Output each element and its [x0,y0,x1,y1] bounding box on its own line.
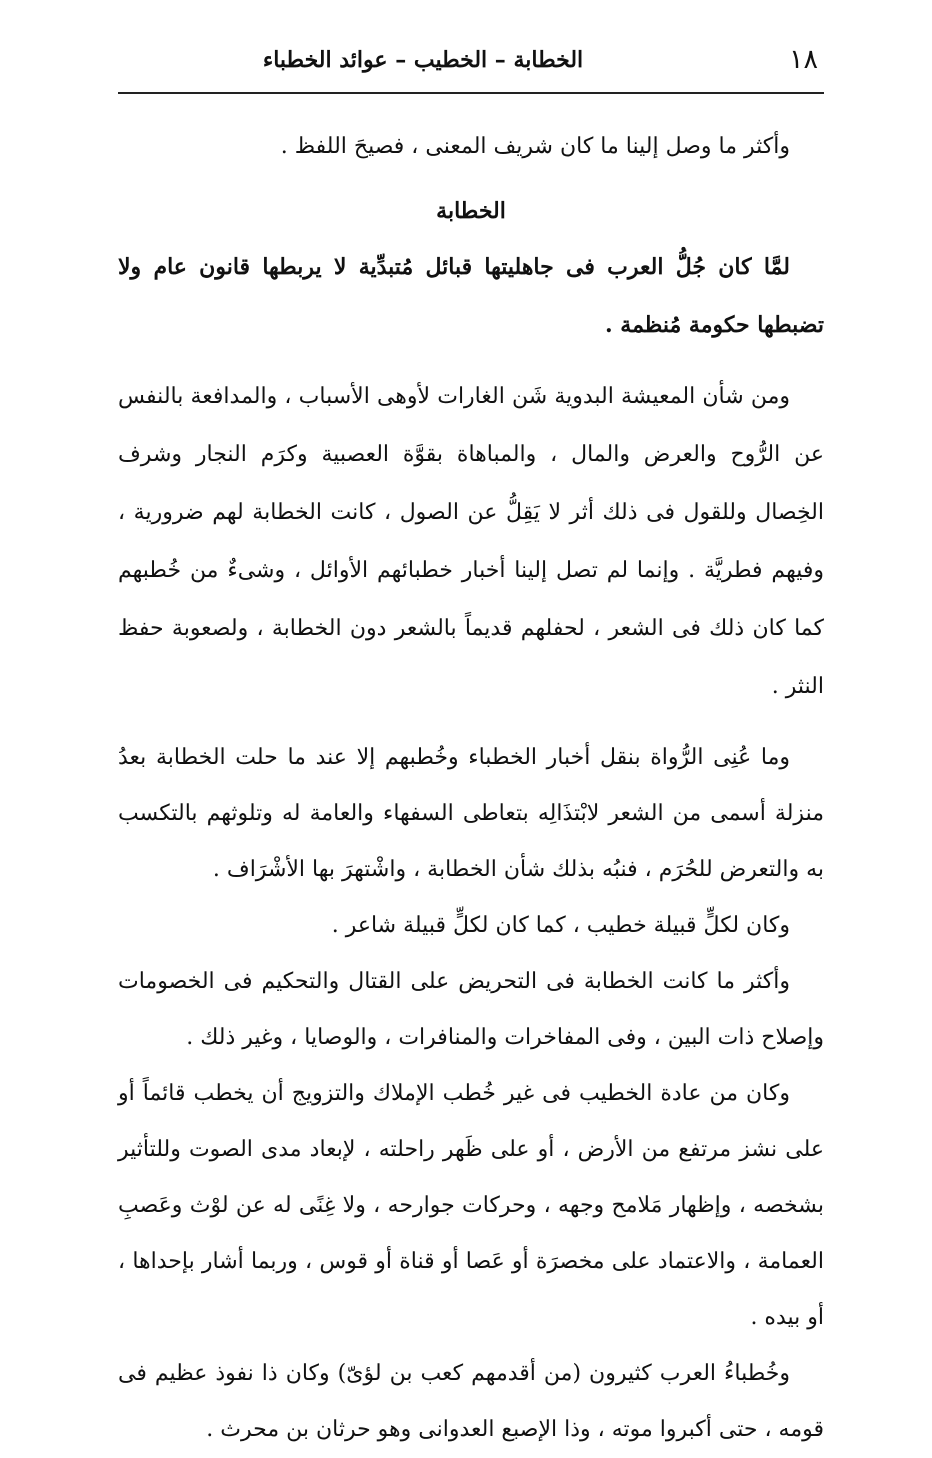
paragraph-7: وخُطباءُ العرب كثيرون (من أقدمهم كعب بن لؤىّ) وكان ذا نفوذ عظيم فى قومه ، حتى أكبروا موته ، وذا الإصبع العدوانى وهو حرثان بن محرث . [118,1361,824,1442]
paragraph-5: وأكثر ما كانت الخطابة فى التحريض على القتال والتحكيم فى الخصومات وإصلاح ذات البين ، وفى المفاخرات والمنافرات ، والوصايا ، وغير ذلك . [118,969,824,1050]
paragraph-1: لمَّا كان جُلُّ العرب فى جاهليتها قبائل مُتبدِّية لا يربطها قانون عام ولا تضبطها حكومة مُنظمة . [118,254,824,338]
running-title: الخطابة – الخطيب – عوائد الخطباء [262,47,584,73]
page-header [118,40,818,80]
intro-paragraph: وأكثر ما وصل إلينا ما كان شريف المعنى ، فصيحَ اللفظ . [280,134,790,159]
page-number: ١٨ [788,44,818,75]
paragraph-3: وما عُنِى الرُّواة بنقل أخبار الخطباء وخُطبهم إلا عند ما حلت الخطابة بعدُ منزلة أسمى من الشعر لابْتذَالِه بتعاطى السفهاء والعامة له وتلوثهم بالتكسب به والتعرض للحُرَم ، فنبُه بذلك شأن الخطابة ، واشْتهرَ بها الأشْرَاف . [118,745,824,882]
paragraph-4: وكان لكلٍّ قبيلة خطيب ، كما كان لكلٍّ قبيلة شاعر . [331,913,790,938]
section-title: الخطابة [436,198,506,224]
paragraph-6: وكان من عادة الخطيب فى غير خُطب الإملاك والتزويج أن يخطب قائماً أو على نشز مرتفع من الأرض ، أو على ظَهر راحلته ، لإبعاد مدى الصوت وللتأثير بشخصه ، وإظهار مَلامح وجهه ، وحركات جوارحه ، ولا غِنًى له عن لوْث وعَصبِ العمامة ، والاعتماد على مخصرَة أو عَصا أو قناة أو قوس ، وربما أشار بإحداها ، أو بيده . [118,1081,824,1330]
page-body [118,118,824,1458]
header-divider [118,92,824,94]
paragraph-2: ومن شأن المعيشة البدوية شَن الغارات لأوهى الأسباب ، والمدافعة بالنفس عن الرُّوح والعرض والمال ، والمباهاة بقوَّة العصبية وكرَم النجار وشرف الخِصال وللقول فى ذلك أثر لا يَقِلُّ عن الصول ، كانت الخطابة لهم ضرورية ، وفيهم فطريَّة . وإنما لم تصل إلينا أخبار خطبائهم الأوائل ، وشىءٌ من خُطبهم كما كان ذلك فى الشعر ، لحفلهم قديماً بالشعر دون الخطابة ، ولصعوبة حفظ النثر . [118,384,825,699]
